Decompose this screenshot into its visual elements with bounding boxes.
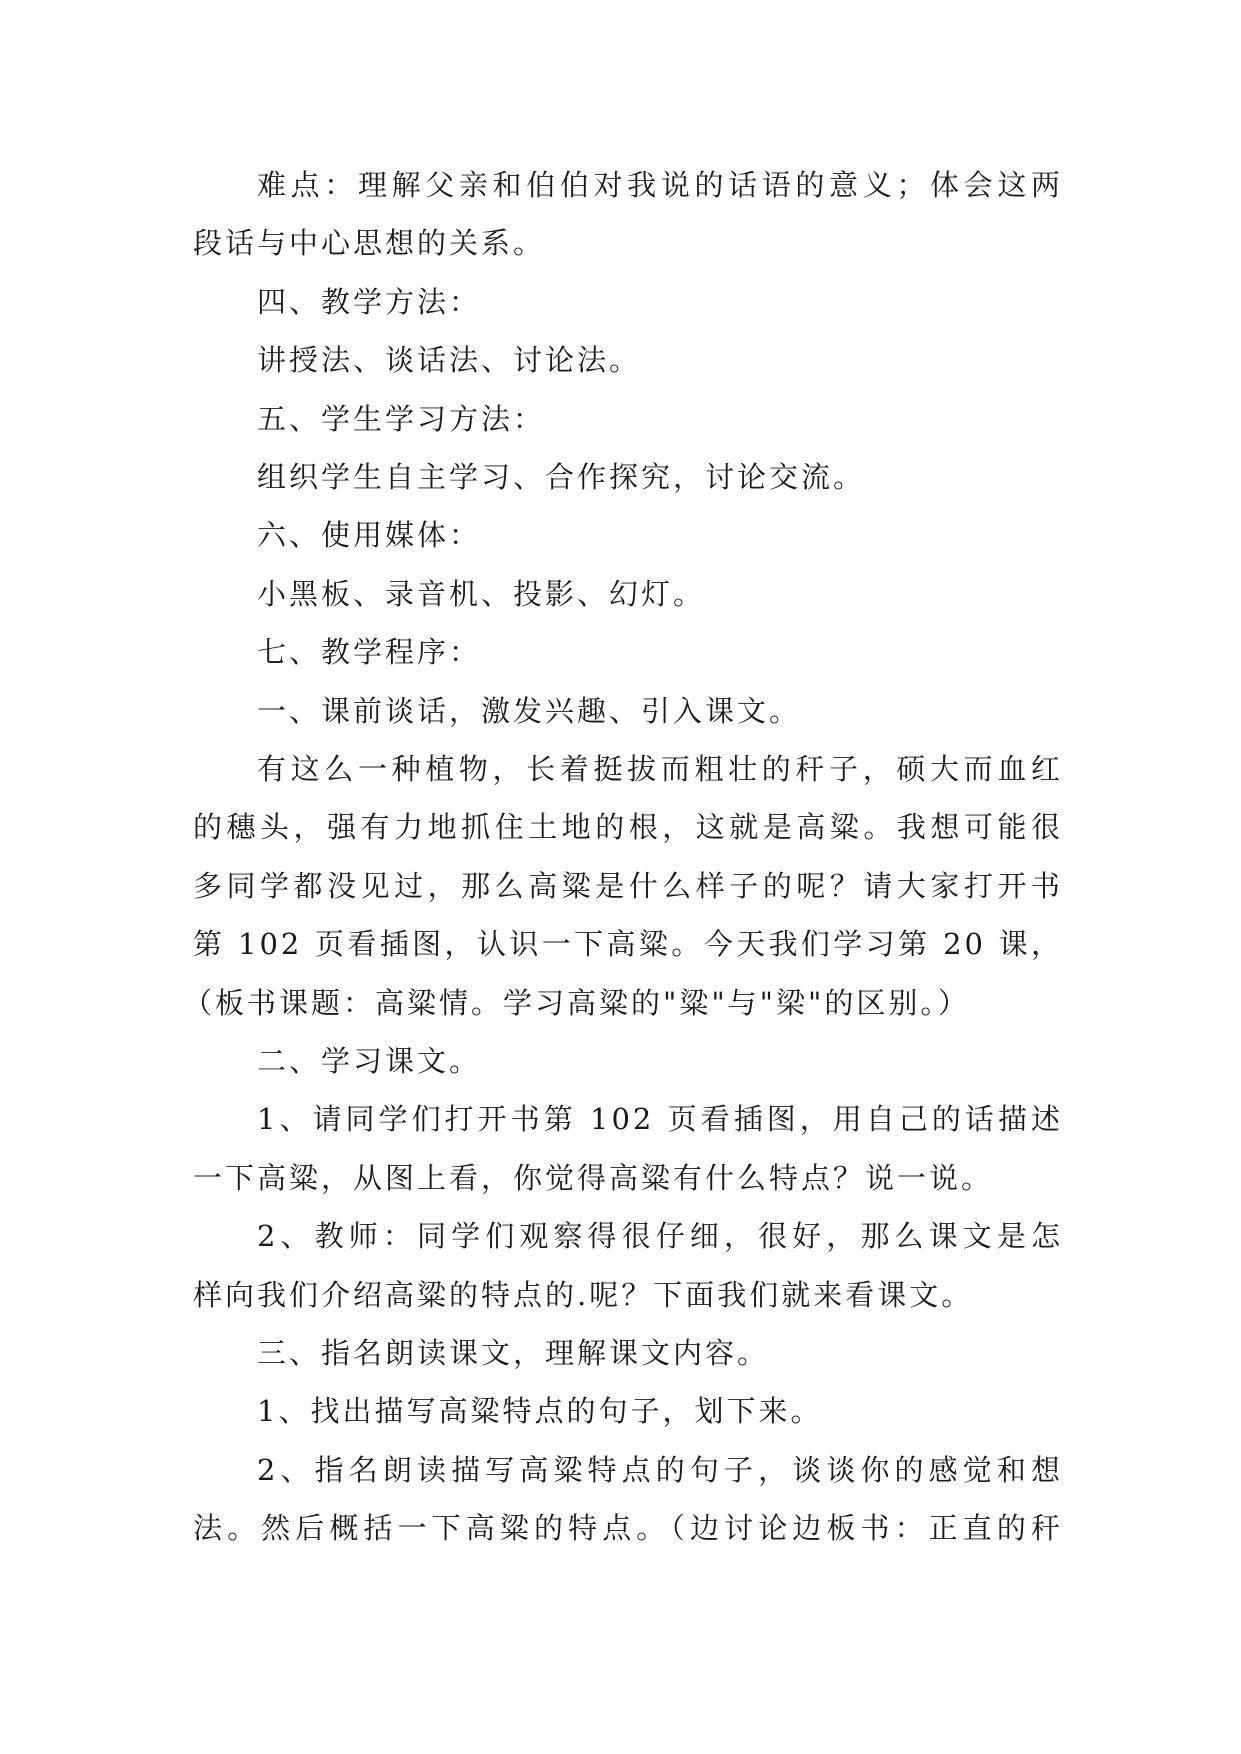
text-line: 多同学都没见过，那么高粱是什么样子的呢？请大家打开书: [193, 869, 1063, 903]
text-line: 样向我们介绍高粱的特点的.呢？下面我们就来看课文。: [193, 1278, 974, 1312]
text-line: 有这么一种植物，长着挺拔而粗壮的秆子，硕大而血红: [257, 752, 1063, 786]
text-line: 小黑板、录音机、投影、幻灯。: [257, 577, 706, 611]
section-heading: 六、使用媒体：: [257, 518, 482, 552]
text-line: 1、找出描写高粱特点的句子，划下来。: [257, 1394, 823, 1428]
text-line: 讲授法、谈话法、讨论法。: [257, 343, 642, 377]
section-heading: 三、指名朗读课文，理解课文内容。: [257, 1336, 770, 1370]
text-line: 第 102 页看插图，认识一下高粱。今天我们学习第 20 课，: [193, 927, 1063, 961]
text-line: （板书课题：高粱情。学习高粱的"粱"与"梁"的区别。）: [183, 986, 970, 1020]
text-line: 法。然后概括一下高粱的特点。（边讨论边板书：正直的秆: [193, 1511, 1063, 1545]
text-line: 2、教师：同学们观察得很仔细，很好，那么课文是怎: [257, 1219, 1063, 1253]
section-heading: 七、教学程序：: [257, 635, 482, 669]
text-line: 组织学生自主学习、合作探究，讨论交流。: [257, 460, 866, 494]
text-line: 一下高粱，从图上看，你觉得高粱有什么特点？说一说。: [193, 1161, 994, 1195]
section-heading: 一、课前谈话，激发兴趣、引入课文。: [257, 694, 802, 728]
section-heading: 五、学生学习方法：: [257, 402, 546, 436]
section-heading: 二、学习课文。: [257, 1044, 482, 1078]
text-line: 段话与中心思想的关系。: [193, 226, 546, 260]
section-heading: 四、教学方法：: [257, 285, 482, 319]
text-line: 难点：理解父亲和伯伯对我说的话语的意义；体会这两: [257, 168, 1063, 202]
text-line: 1、请同学们打开书第 102 页看插图，用自己的话描述: [257, 1102, 1063, 1136]
text-line: 的穗头，强有力地抓住土地的根，这就是高粱。我想可能很: [193, 810, 1063, 844]
text-line: 2、指名朗读描写高粱特点的句子，谈谈你的感觉和想: [257, 1453, 1063, 1487]
